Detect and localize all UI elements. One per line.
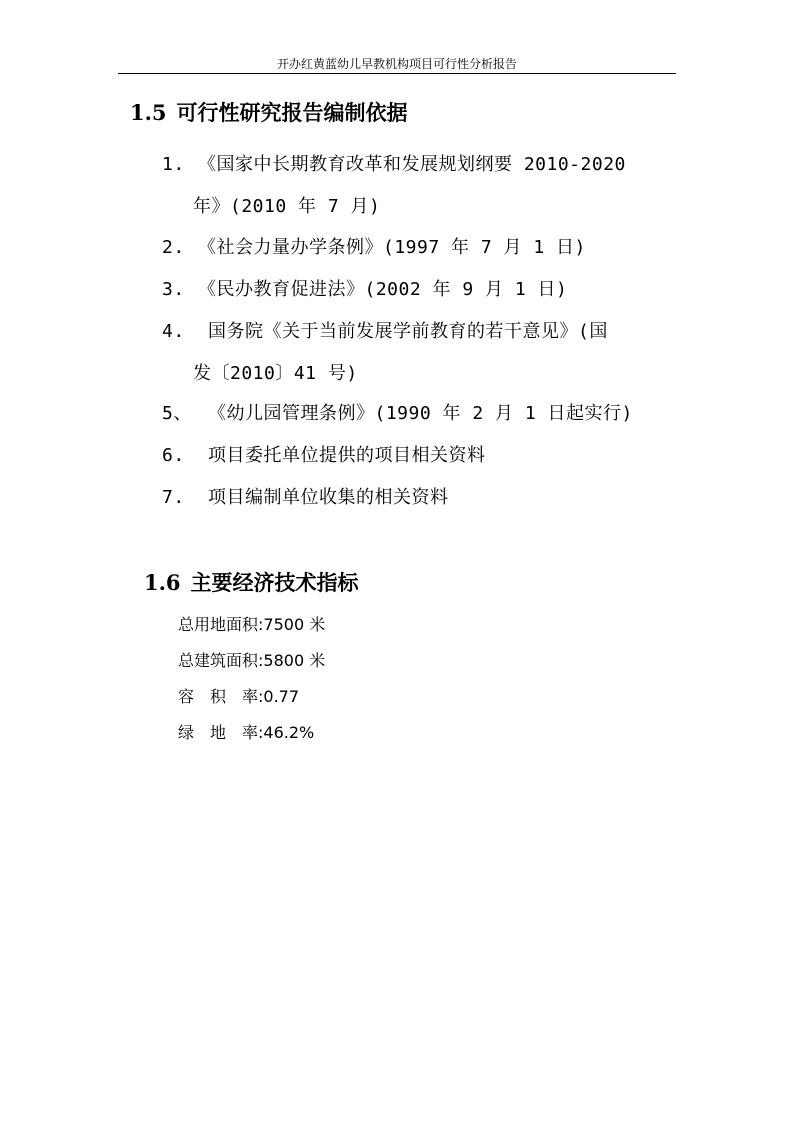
- section-number: 1.6: [144, 570, 181, 595]
- reference-text: 《社会力量办学条例》(1997 年 7 月 1 日): [198, 237, 586, 258]
- reference-item-4: [162, 320, 608, 344]
- metric-label: 总用地面积:: [178, 615, 264, 634]
- reference-text: 项目委托单位提供的项目相关资料: [208, 445, 486, 466]
- section-heading-1-6: [144, 569, 359, 597]
- reference-number: 7.: [162, 487, 185, 508]
- section-title-text: 主要经济技术指标: [190, 570, 359, 595]
- reference-number: 1.: [162, 154, 185, 175]
- metric-value: 7500 米: [263, 615, 326, 634]
- metric-label: 总建筑面积:: [178, 651, 264, 670]
- reference-item-1: [162, 153, 626, 177]
- metric-value: 0.77: [263, 687, 300, 706]
- metric-value: 46.2%: [263, 723, 315, 742]
- reference-number: 3.: [162, 279, 185, 300]
- metric-label: 容 积 率:: [178, 687, 264, 706]
- metric-total-building-area: [178, 650, 325, 672]
- section-number: 1.5: [130, 100, 167, 125]
- metric-green-ratio: [178, 722, 314, 744]
- reference-number: 5、: [162, 403, 192, 424]
- reference-text: 国务院《关于当前发展学前教育的若干意见》(国: [208, 321, 608, 342]
- reference-number: 2.: [162, 237, 185, 258]
- metric-value: 5800 米: [263, 651, 326, 670]
- reference-number: 4.: [162, 321, 185, 342]
- metric-floor-area-ratio: [178, 686, 299, 708]
- reference-item-3: [162, 278, 567, 302]
- running-header: 开办红黄蓝幼儿早教机构项目可行性分析报告: [276, 57, 517, 71]
- reference-item-2: [162, 236, 586, 260]
- reference-text: 《民办教育促进法》(2002 年 9 月 1 日): [198, 279, 568, 300]
- reference-item-5: [162, 402, 633, 426]
- header-rule: [118, 73, 676, 74]
- reference-text: 《幼儿园管理条例》(1990 年 2 月 1 日起实行): [208, 403, 633, 424]
- reference-item-6: [162, 444, 486, 468]
- metric-label: 绿 地 率:: [178, 723, 264, 742]
- section-title-text: 可行性研究报告编制依据: [176, 100, 408, 125]
- reference-text: 《国家中长期教育改革和发展规划纲要 2010-2020: [198, 154, 626, 175]
- reference-text: 项目编制单位收集的相关资料: [208, 487, 449, 508]
- reference-number: 6.: [162, 445, 185, 466]
- reference-item-7: [162, 486, 449, 510]
- section-heading-1-5: [130, 99, 408, 127]
- reference-item-4-continuation: 发〔2010〕41 号): [193, 363, 358, 384]
- metric-total-land-area: [178, 614, 325, 636]
- reference-item-1-continuation: 年》(2010 年 7 月): [193, 196, 381, 217]
